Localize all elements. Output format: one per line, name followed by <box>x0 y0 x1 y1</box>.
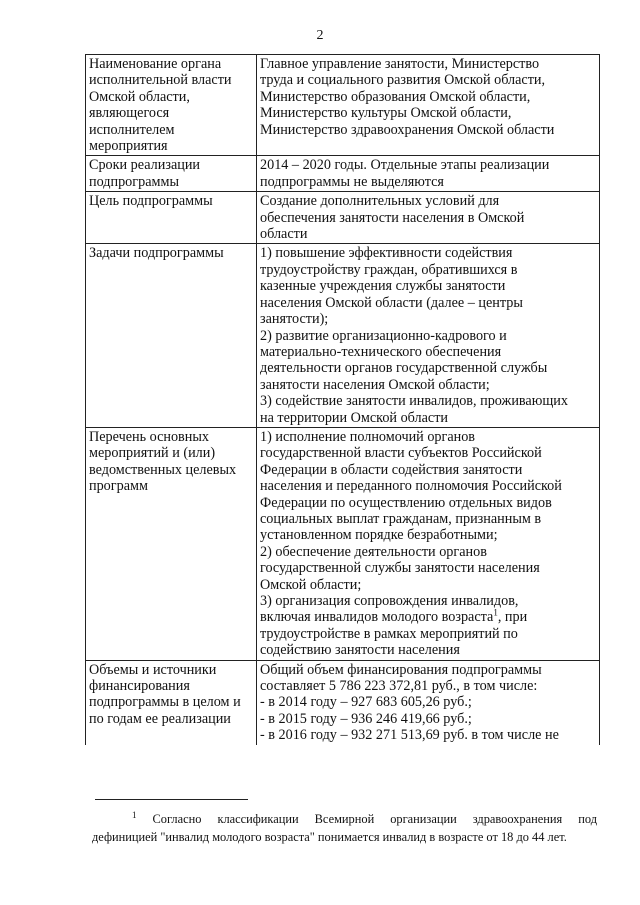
label-line: по годам ее реализации <box>89 710 231 727</box>
label-line: Сроки реализации <box>89 157 201 174</box>
value-line: подпрограммы не выделяются <box>260 173 444 190</box>
label-line: ведомственных целевых <box>89 461 237 478</box>
value-line: населения Омской области (далее – центры <box>260 294 523 311</box>
label-line: программ <box>89 478 148 495</box>
value-line: Омской области; <box>260 576 362 593</box>
value-line: казенные учреждения службы занятости <box>260 278 506 295</box>
value-line: на территории Омской области <box>260 409 448 426</box>
value-line: населения и переданного полномочия Российской <box>260 478 562 495</box>
row-label-cell <box>86 55 257 156</box>
row-value-cell <box>257 156 600 192</box>
value-line: обеспечения занятости населения в Омской <box>260 209 525 226</box>
row-value-cell <box>257 660 600 745</box>
row-value-cell <box>257 192 600 244</box>
value-line: 1) исполнение полномочий органов <box>260 428 476 445</box>
value-line: Создание дополнительных условий для <box>260 193 500 210</box>
value-line: Министерство образования Омской области, <box>260 88 531 105</box>
label-line: исполнительной власти <box>89 72 232 89</box>
value-line: области <box>260 226 308 243</box>
label-line: мероприятия <box>89 138 168 155</box>
label-line: Задачи подпрограммы <box>89 245 224 262</box>
value-line: установленном порядке безработными; <box>260 527 498 544</box>
page-number: 2 <box>316 28 324 43</box>
value-line: Министерство культуры Омской области, <box>260 105 512 122</box>
label-line: Цель подпрограммы <box>89 193 213 210</box>
label-line: являющегося <box>89 105 170 122</box>
value-line: - в 2016 году – 932 271 513,69 руб. в том числе не <box>260 727 559 744</box>
footnote-line-1: $^1$ Согласно классификации Всемирной организации здравоохранения под <box>132 809 597 826</box>
value-line-with-footnote <box>260 609 595 625</box>
value-line: труда и социального развития Омской области, <box>260 72 546 89</box>
row-label-cell <box>86 192 257 244</box>
value-line: государственной службы занятости населения <box>260 560 540 577</box>
label-line: исполнителем <box>89 121 175 138</box>
value-line: социальных выплат гражданам, признанным в <box>260 510 542 527</box>
value-line: 1) повышение эффективности содействия <box>260 245 513 262</box>
footnote-reference: 1 <box>493 607 498 618</box>
footnote-line-2: дефиницией "инвалид молодого возраста" понимается инвалид в возрасте от 18 до 44 лет. <box>92 830 567 844</box>
label-line: подпрограммы <box>89 173 179 190</box>
value-line: Федерации по осуществлению отдельных видов <box>260 494 552 511</box>
subprogram-passport-table <box>85 54 600 745</box>
value-line: трудоустройству граждан, обратившихся в <box>260 261 518 278</box>
footnote-separator <box>95 799 248 800</box>
table-row <box>86 156 600 192</box>
value-line: материально-технического обеспечения <box>260 343 502 360</box>
value-line: занятости); <box>260 311 329 328</box>
value-line: 2) развитие организационно-кадрового и <box>260 327 507 344</box>
value-line-text: , при <box>497 609 528 626</box>
label-line: Наименование органа <box>89 56 222 72</box>
value-line: Министерство здравоохранения Омской области <box>260 121 555 138</box>
value-line: 3) организация сопровождения инвалидов, <box>260 593 519 609</box>
value-line: содействию занятости населения <box>260 642 460 659</box>
table-row <box>86 192 600 244</box>
value-line: составляет 5 786 223 372,81 руб., в том числе: <box>260 678 538 695</box>
table-row <box>86 244 600 427</box>
value-line: деятельности органов государственной службы <box>260 360 548 377</box>
value-line: трудоустройстве в рамках мероприятий по <box>260 625 518 642</box>
value-line: Главное управление занятости, Министерство <box>260 56 540 72</box>
value-line: - в 2014 году – 927 683 605,26 руб.; <box>260 694 472 711</box>
value-line: 2014 – 2020 годы. Отдельные этапы реализации <box>260 157 550 174</box>
value-line: 2) обеспечение деятельности органов <box>260 543 487 560</box>
value-line: государственной власти субъектов Российской <box>260 445 542 462</box>
value-line-text: включая инвалидов молодого возраста <box>260 609 494 626</box>
label-line: Омской области, <box>89 88 190 105</box>
label-line: подпрограммы в целом и <box>89 694 241 711</box>
label-line: мероприятий и (или) <box>89 445 216 462</box>
footnote <box>92 810 597 846</box>
value-line: Федерации в области содействия занятости <box>260 461 523 478</box>
row-value-cell <box>257 244 600 427</box>
value-line: занятости населения Омской области; <box>260 376 490 393</box>
label-line: Перечень основных <box>89 428 209 445</box>
row-value-cell <box>257 55 600 156</box>
table-row <box>86 55 600 156</box>
table-row <box>86 427 600 660</box>
row-value-cell <box>257 427 600 660</box>
value-line: Общий объем финансирования подпрограммы <box>260 661 542 678</box>
row-label-cell <box>86 427 257 660</box>
label-line: Объемы и источники <box>89 661 217 678</box>
table-row <box>86 660 600 745</box>
value-line: 3) содействие занятости инвалидов, проживающих <box>260 393 568 410</box>
row-label-cell <box>86 660 257 745</box>
footnote-marker: 1 <box>132 809 137 820</box>
row-label-cell <box>86 244 257 427</box>
label-line: финансирования <box>89 678 190 695</box>
value-line: - в 2015 году – 936 246 419,66 руб.; <box>260 710 472 727</box>
row-label-cell <box>86 156 257 192</box>
